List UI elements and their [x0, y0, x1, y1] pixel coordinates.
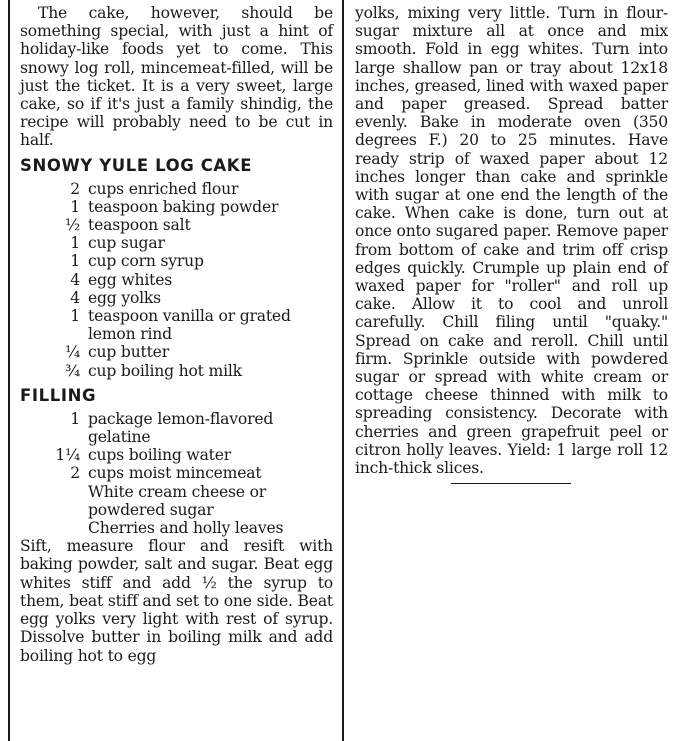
filling-ingredient-name: White cream cheese or powdered sugar	[88, 482, 267, 519]
cake-ingredient-name: cup butter	[88, 343, 169, 362]
filling-ingredient-row	[20, 519, 333, 537]
cake-ingredient-name: teaspoon baking powder	[88, 197, 279, 216]
article-end-rule	[451, 483, 571, 484]
filling-ingredient-name: Cherries and holly leaves	[88, 519, 284, 538]
cake-ingredient-name: teaspoon vanilla or grated lemon rind	[88, 307, 291, 344]
cake-ingredient-quantity: 2	[70, 179, 80, 198]
filling-ingredient-name: cups moist mincemeat	[88, 464, 262, 483]
filling-ingredient-row	[20, 464, 333, 482]
right-column	[355, 4, 668, 484]
cake-ingredient-row	[20, 252, 333, 270]
cake-ingredient-quantity: ¼	[65, 343, 80, 362]
cake-ingredient-row	[20, 307, 333, 343]
filling-heading: FILLING	[20, 385, 97, 405]
cake-ingredient-quantity: ½	[65, 216, 80, 235]
cake-ingredient-quantity: 4	[70, 288, 80, 307]
cake-ingredient-row	[20, 271, 333, 289]
cake-ingredient-row	[20, 198, 333, 216]
filling-ingredient-quantity: 1	[70, 409, 80, 428]
filling-ingredient-quantity: 2	[70, 464, 80, 483]
filling-ingredient-row	[20, 483, 333, 519]
filling-ingredient-quantity	[20, 483, 88, 519]
cake-ingredient-name: cup corn syrup	[88, 252, 204, 271]
cake-ingredient-row	[20, 289, 333, 307]
cake-ingredient-row	[20, 234, 333, 252]
cake-ingredient-quantity: 1	[70, 197, 80, 216]
cake-ingredient-row	[20, 343, 333, 361]
filling-ingredient-quantity	[20, 519, 88, 537]
cake-ingredient-list	[20, 180, 333, 380]
cake-ingredient-quantity: 1	[70, 307, 80, 326]
intro-paragraph: The cake, however, should be something special, with just a hint of holiday-like foods yet to come. This snowy log roll, mincemeat-filled, will be just the ticket. It is a very sweet, large cake, so if it's just a family shindig, the recipe will probably need to be cut in half.	[20, 4, 333, 150]
cake-ingredient-quantity: 4	[70, 270, 80, 289]
filling-ingredient-name: cups boiling water	[88, 446, 232, 465]
cake-ingredient-name: teaspoon salt	[88, 216, 191, 235]
column-divider-rule	[342, 0, 344, 741]
cake-ingredient-quantity: ¾	[65, 361, 80, 380]
left-column-rule	[8, 0, 10, 741]
filling-ingredient-row	[20, 410, 333, 446]
filling-ingredient-quantity: 1¼	[55, 446, 80, 465]
cake-recipe-heading: SNOWY YULE LOG CAKE	[20, 155, 253, 175]
cake-ingredient-name: cups enriched flour	[88, 179, 239, 198]
left-column	[20, 4, 333, 665]
method-paragraph-continued: yolks, mixing very little. Turn in flour-sugar mixture all at once and mix smooth. Fold in egg whites. Turn into large shallow pan or tray about 12x18 inches, greased, lined with waxed paper and paper greased. Spread batter evenly. Bake in moderate oven (350 degrees F.) 20 to 25 minutes. Have ready strip of waxed paper about 12 inches longer than cake and sprinkle with sugar at one end the length of the cake. When cake is done, turn out at once onto sugared paper. Remove paper from bottom of cake and trim off crisp edges quickly. Crumple up plain end of waxed paper for "roller" and roll up cake. Allow it to cool and unroll carefully. Chill filing until "quaky." Spread on cake and reroll. Chill until firm. Sprinkle outside with powdered sugar or spread with white cream or cottage cheese thinned with milk to spreading consistency. Decorate with cherries and green grapefruit peel or citron holly leaves. Yield: 1 large roll 12 inch-thick slices.	[355, 4, 668, 478]
filling-ingredient-name: package lemon-flavored gelatine	[88, 409, 274, 447]
method-paragraph-start: Sift, measure flour and resift with baking powder, salt and sugar. Beat egg whites stiff and add ½ the syrup to them, beat stiff and set to one side. Beat egg yolks very light with rest of syrup. Dissolve butter in boiling milk and add boiling hot to egg	[20, 537, 333, 665]
cake-ingredient-quantity: 1	[70, 252, 80, 271]
cake-ingredient-name: egg whites	[88, 270, 173, 289]
cake-ingredient-row	[20, 180, 333, 198]
filling-ingredient-list	[20, 410, 333, 537]
cake-ingredient-row	[20, 362, 333, 380]
filling-ingredient-row	[20, 446, 333, 464]
cake-ingredient-name: egg yolks	[88, 288, 161, 307]
cake-ingredient-quantity: 1	[70, 234, 80, 253]
cake-ingredient-name: cup sugar	[88, 234, 165, 253]
cake-ingredient-name: cup boiling hot milk	[88, 361, 242, 380]
cake-ingredient-row	[20, 216, 333, 234]
